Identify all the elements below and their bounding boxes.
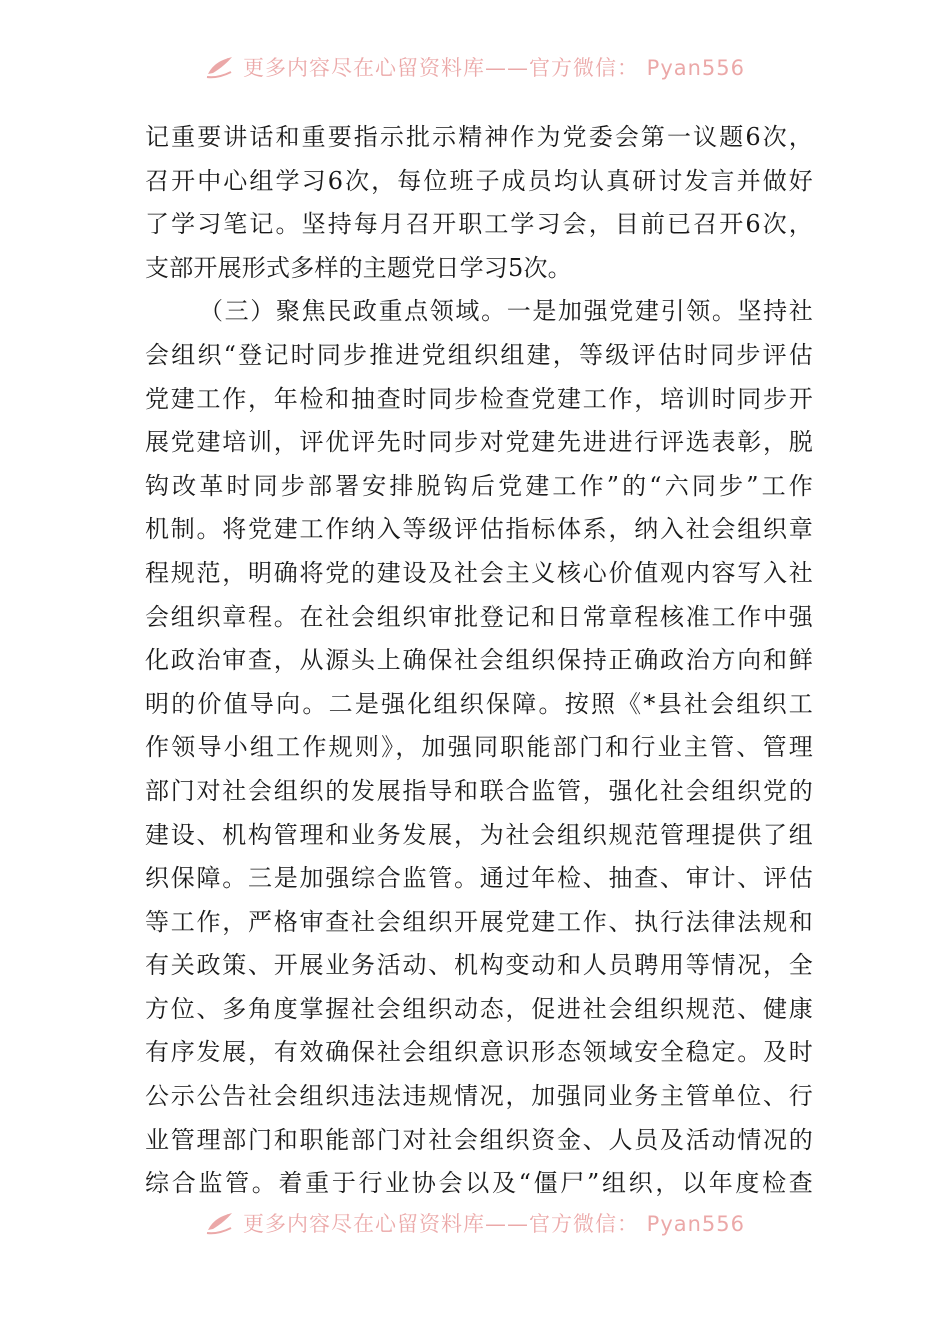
text-line: 化政治审查，从源头上确保社会组织保持正确政治方向和鲜 (145, 646, 813, 675)
watermark-text: 更多内容尽在心留资料库——官方微信： Pyan556 (242, 1212, 746, 1236)
text-line: 有关政策、开展业务活动、机构变动和人员聘用等情况，全 (145, 951, 813, 980)
text-line: 了学习笔记。坚持每月召开职工学习会，目前已召开6次， (145, 210, 813, 239)
text-line: 方位、多角度掌握社会组织动态，促进社会组织规范、健康 (145, 994, 813, 1023)
text-line: 有序发展，有效确保社会组织意识形态领域安全稳定。及时 (145, 1038, 813, 1067)
text-line: 织保障。三是加强综合监管。通过年检、抽查、审计、评估 (145, 864, 813, 893)
text-line: 等工作，严格审查社会组织开展党建工作、执行法律法规和 (145, 907, 813, 936)
text-line: 党建工作，年检和抽查时同步检查党建工作，培训时同步开 (145, 384, 813, 413)
text-line: 会组织“登记时同步推进党组织组建，等级评估时同步评估 (145, 340, 813, 369)
text-line: 公示公告社会组织违法违规情况，加强同业务主管单位、行 (145, 1082, 813, 1111)
text-line: 钩改革时同步部署安排脱钩后党建工作”的“六同步”工作 (145, 471, 813, 500)
pen-logo-icon (205, 54, 235, 80)
text-line: 部门对社会组织的发展指导和联合监管，强化社会组织党的 (145, 776, 813, 805)
text-line: 综合监管。着重于行业协会以及“僵尸”组织，以年度检查 (145, 1169, 813, 1198)
text-line: 机制。将党建工作纳入等级评估指标体系，纳入社会组织章 (145, 515, 813, 544)
document-body (145, 116, 813, 1206)
text-line: 建设、机构管理和业务发展，为社会组织规范管理提供了组 (145, 820, 813, 849)
text-line: 召开中心组学习6次，每位班子成员均认真研讨发言并做好 (145, 166, 813, 195)
header-watermark (0, 50, 950, 84)
text-line: （三）聚焦民政重点领域。一是加强党建引领。坚持社 (199, 297, 813, 326)
text-line: 业管理部门和职能部门对社会组织资金、人员及活动情况的 (145, 1125, 813, 1154)
text-line: 会组织章程。在社会组织审批登记和日常章程核准工作中强 (145, 602, 813, 631)
text-line: 作领导小组工作规则》，加强同职能部门和行业主管、管理 (145, 733, 813, 762)
text-line: 支部开展形式多样的主题党日学习5次。 (145, 253, 572, 282)
pen-logo-icon (205, 1210, 235, 1236)
text-line: 记重要讲话和重要指示批示精神作为党委会第一议题6次， (145, 123, 813, 151)
text-line: 明的价值导向。二是强化组织保障。按照《*县社会组织工 (145, 689, 813, 718)
text-line: 程规范，明确将党的建设及社会主义核心价值观内容写入社 (145, 558, 813, 587)
text-line: 展党建培训，评优评先时同步对党建先进进行评选表彰，脱 (145, 428, 813, 457)
footer-watermark (0, 1206, 950, 1240)
watermark-text: 更多内容尽在心留资料库——官方微信： Pyan556 (242, 56, 746, 80)
